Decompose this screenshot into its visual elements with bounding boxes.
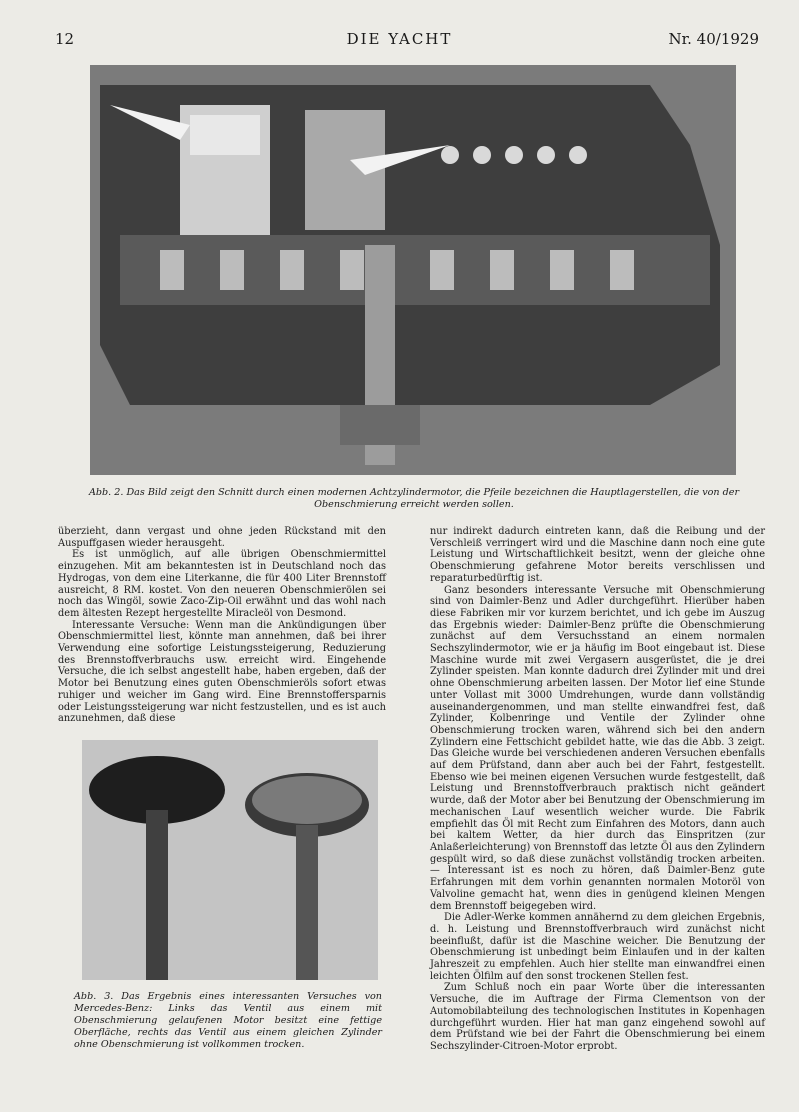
figure2-caption: Abb. 2. Das Bild zeigt den Schnitt durch einen modernen Achtzylindermotor, die Pfeile bezeichnen die Hauptlagerstellen, die von der Obenschmierung erreicht werden sollen. [88,487,740,510]
paragraph: nur indirekt dadurch eintreten kann, daß die Reibung und der Verschleiß verringert wird und die Maschine dann noch eine gute Leistung und Wirtschaftlichkeit besitzt, wenn der gleiche ohne Obenschmierung gefahrene Motor bereits verschlissen und reparaturbedürftig ist. [430,526,765,584]
page-number: 12 [55,30,75,48]
text-column-left [58,526,386,725]
paragraph: Die Adler-Werke kommen annähernd zu dem gleichen Ergebnis, d. h. Leistung und Brennstoffverbrauch wird zunächst nicht beeinflußt, dafür ist die Maschine weicher. Die Benutzung der Obenschmierung ist unbedingt beim Einlaufen und in der kalten Jahreszeit zu empfehlen. Auch hier stellte man einwandfrei einen leichten Ölfilm auf den sonst trockenen Stellen fest. [430,912,765,982]
engine-cutaway-photo [90,65,736,475]
paragraph: Zum Schluß noch ein paar Worte über die interessanten Versuche, die im Auftrage der Firma Clementson von der Automobilabteilung des technologischen Institutes in Kopenhagen durchgeführt wurden. Hier hat man ganz eingehend sowohl auf dem Prüfstand wie bei der Fahrt die Obenschmierung bei einem Sechszylinder-Citroen-Motor erprobt. [430,982,765,1052]
paragraph: überzieht, dann vergast und ohne jeden Rückstand mit den Auspuffgasen wieder herausgeht. [58,526,386,549]
valves-drawing [82,740,378,980]
paragraph: Es ist unmöglich, auf alle übrigen Obenschmiermittel einzugehen. Mit am bekanntesten ist in Deutschland noch das Hydrogas, von dem eine Literkanne, die für 400 Liter Brennstoff ausreicht, 8 RM. kostet. Von den neueren Obenschmierölen sei noch das Wingöl, sowie Zaco-Zip-Oil erwähnt und das wohl nach dem ältesten Rezept hergestellte Miracleöl von Desmond. [58,549,386,619]
figure3-caption: Abb. 3. Das Ergebnis eines interessanten Versuches von Mercedes-Benz: Links das Ventil aus einem mit Obenschmierung gelaufenen Motor besitzt eine fettige Oberfläche, rechts das Ventil aus einem gleichen Zylinder ohne Obenschmierung ist vollkommen trocken. [74,991,382,1050]
engine-cutaway-drawing [90,65,736,475]
text-column-right [430,526,765,1053]
paragraph: Interessante Versuche: Wenn man die Ankündigungen über Obenschmiermittel liest, könnte man annehmen, daß bei ihrer Verwendung eine sofortige Leistungssteigerung, Reduzierung des Brennstoffverbrauchs usw. erreicht wird. Eingehende Versuche, die ich selbst angestellt habe, haben ergeben, daß der Motor bei Benutzung eines guten Obenschmieröls sofort etwas ruhiger und weicher im Gang wird. Eine Brennstoffersparnis oder Leistungssteigerung war nicht festzustellen, und es ist auch anzunehmen, daß diese [58,619,386,725]
issue-number: Nr. 40/1929 [668,30,759,48]
paragraph: Ganz besonders interessante Versuche mit Obenschmierung sind von Daimler-Benz und Adler durchgeführt. Hierüber haben diese Fabriken mir vor kurzem berichtet, und ich gebe im Auszug das Ergebnis wieder: Daimler-Benz prüfte die Obenschmierung zunächst auf dem Versuchsstand an einem normalen Sechszylindermotor, wie er ja häufig im Boot eingebaut ist. Diese Maschine wurde mit zwei Vergasern ausgerüstet, die je drei Zylinder speisten. Man konnte dadurch drei Zylinder mit und drei ohne Obenschmierung arbeiten lassen. Der Motor lief eine Stunde unter Vollast mit 3000 Umdrehungen, wurde dann vollständig auseinandergenommen, und man stellte einwandfrei fest, daß Zylinder, Kolbenringe und Ventile der Zylinder ohne Obenschmierung trocken waren, während sich bei den andern Zylindern eine Fettschicht gebildet hatte, wie das die Abb. 3 zeigt. Das Gleiche wurde bei verschiedenen anderen Versuchen ebenfalls auf dem Prüfstand, dann aber auch bei der Fahrt, festgestellt. Ebenso wie bei meinen eigenen Versuchen wurde festgestellt, daß Leistung und Brennstoffverbrauch praktisch nicht geändert wurde, daß der Motor aber bei Benutzung der Obenschmierung im mechanischen Lauf wesentlich weicher wurde. Die Fabrik empfiehlt das Öl mit Recht zum Einfahren des Motors, dann auch bei kaltem Wetter, da hier durch das Einspritzen (zur Anlaßerleichterung) von Brennstoff das letzte Öl aus den Zylindern gespült wird, so daß diese zunächst vollständig trocken arbeiten. — Interessant ist es noch zu hören, daß Daimler-Benz gute Erfahrungen mit dem vorhin genannten normalen Motoröl von Valvoline gemacht hat, wenn dies in genügend kleinen Mengen dem Brennstoff beigegeben wird. [430,584,765,912]
magazine-title: DIE YACHT [346,30,453,48]
valves-photo [82,740,378,980]
